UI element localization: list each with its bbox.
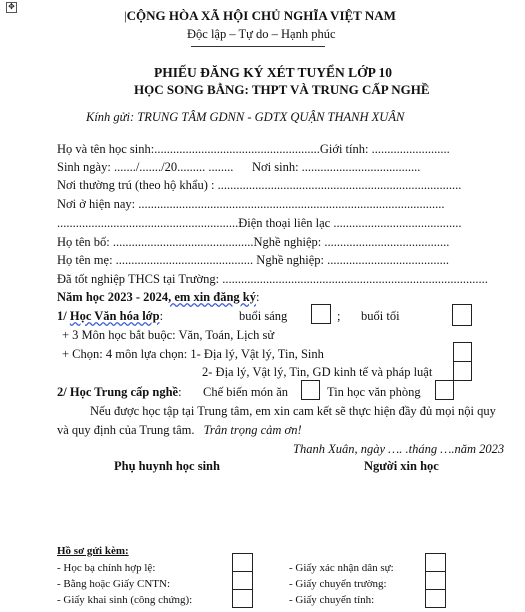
applicant-signature-label: Người xin học xyxy=(364,459,439,473)
doc-left-3: - Giấy khai sinh (công chứng): xyxy=(57,594,193,606)
vocational-opt2-checkbox[interactable] xyxy=(435,380,454,400)
field-mother[interactable]: Họ tên mẹ: ............................................ Nghề nghiệp: ....................................... xyxy=(57,253,449,267)
section2-label: 2/ Học Trung cấp nghề: xyxy=(57,385,182,399)
date-line: Thanh Xuân, ngày …. .tháng ….năm 2023 xyxy=(293,442,505,456)
text-cursor: | xyxy=(124,8,127,23)
elective-1-checkbox[interactable] xyxy=(453,342,472,362)
doc-right-2-checkbox[interactable] xyxy=(425,571,446,590)
field-birthplace[interactable]: Nơi sinh: ...................................... xyxy=(252,160,421,174)
vocational-opt1-label: Chế biến món ăn xyxy=(203,385,289,399)
vocational-opt2-label: Tin học văn phòng xyxy=(327,385,421,399)
elective-2-checkbox[interactable] xyxy=(453,361,472,381)
doc-left-1: - Học bạ chính hợp lệ: xyxy=(57,562,156,574)
evening-checkbox[interactable] xyxy=(452,304,472,326)
year-line: Năm học 2023 - 2024, em xin đăng ký: xyxy=(57,290,260,304)
elective-choice-1: + Chọn: 4 môn lựa chọn: 1- Địa lý, Vật lý, Tin, Sinh xyxy=(62,347,324,361)
field-phone[interactable]: ..........................................................Điện thoại liên lạc ......................................... xyxy=(57,216,462,230)
doc-right-3: - Giấy chuyển tỉnh: xyxy=(289,594,375,606)
doc-right-3-checkbox[interactable] xyxy=(425,589,446,608)
commitment-line1: Nếu được học tập tại Trung tâm, em xin cam kết sẽ thực hiện đầy đủ mọi nội quy xyxy=(90,404,496,418)
doc-left-2-checkbox[interactable] xyxy=(232,571,253,590)
field-dob[interactable]: Sinh ngày: ......./......./20......... ........ xyxy=(57,160,234,174)
doc-left-2: - Bằng hoặc Giấy CNTN: xyxy=(57,578,171,590)
section1-label: 1/ Học Văn hóa lớp: xyxy=(57,309,164,323)
field-father[interactable]: Họ tên bố: .............................................Nghề nghiệp: ........................................ xyxy=(57,235,450,249)
commitment-line2: và quy định của Trung tâm. Trân trọng cảm ơn! xyxy=(57,423,302,437)
parent-signature-label: Phụ huynh học sinh xyxy=(114,459,220,473)
field-school[interactable]: Đã tốt nghiệp THCS tại Trường: ..................................................................................... xyxy=(57,272,488,286)
doc-left-1-checkbox[interactable] xyxy=(232,553,253,572)
anchor-icon[interactable]: ✥ xyxy=(6,2,17,13)
elective-choice-2: 2- Địa lý, Vật lý, Tin, GD kinh tế và pháp luật xyxy=(202,365,433,379)
evening-option-label: buổi tối xyxy=(361,309,400,323)
recipient-line: Kính gửi: TRUNG TÂM GDNN - GDTX QUẬN THANH XUÂN xyxy=(86,110,405,124)
motto: Độc lập – Tự do – Hạnh phúc xyxy=(187,27,336,41)
form-title: PHIẾU ĐĂNG KÝ XÉT TUYỂN LỚP 10 xyxy=(154,65,393,80)
field-current-address[interactable]: Nơi ở hiện nay: .................................................................................................. xyxy=(57,197,445,211)
option-separator: ; xyxy=(337,309,341,323)
nation-title: |CỘNG HÒA XÃ HỘI CHỦ NGHĨA VIỆT NAM xyxy=(124,8,396,23)
motto-underline xyxy=(191,46,325,47)
doc-right-2: - Giấy chuyển trường: xyxy=(289,578,387,590)
morning-checkbox[interactable] xyxy=(311,304,331,324)
vocational-opt1-checkbox[interactable] xyxy=(301,380,320,400)
field-student-name[interactable]: Họ và tên học sinh:.....................................................Giới tính: ......................... xyxy=(57,142,450,156)
doc-right-1-checkbox[interactable] xyxy=(425,553,446,572)
morning-option-label: buổi sáng xyxy=(239,309,288,323)
required-subjects: + 3 Môn học bắt buộc: Văn, Toán, Lịch sử xyxy=(62,328,275,342)
attachments-title: Hồ sơ gửi kèm: xyxy=(57,545,129,557)
form-subtitle: HỌC SONG BẰNG: THPT VÀ TRUNG CẤP NGHỀ xyxy=(134,82,430,97)
doc-left-3-checkbox[interactable] xyxy=(232,589,253,608)
doc-right-1: - Giấy xác nhận dân sự: xyxy=(289,562,394,574)
field-residence[interactable]: Nơi thường trú (theo hộ khẩu) : .............................................................................. xyxy=(57,178,462,192)
